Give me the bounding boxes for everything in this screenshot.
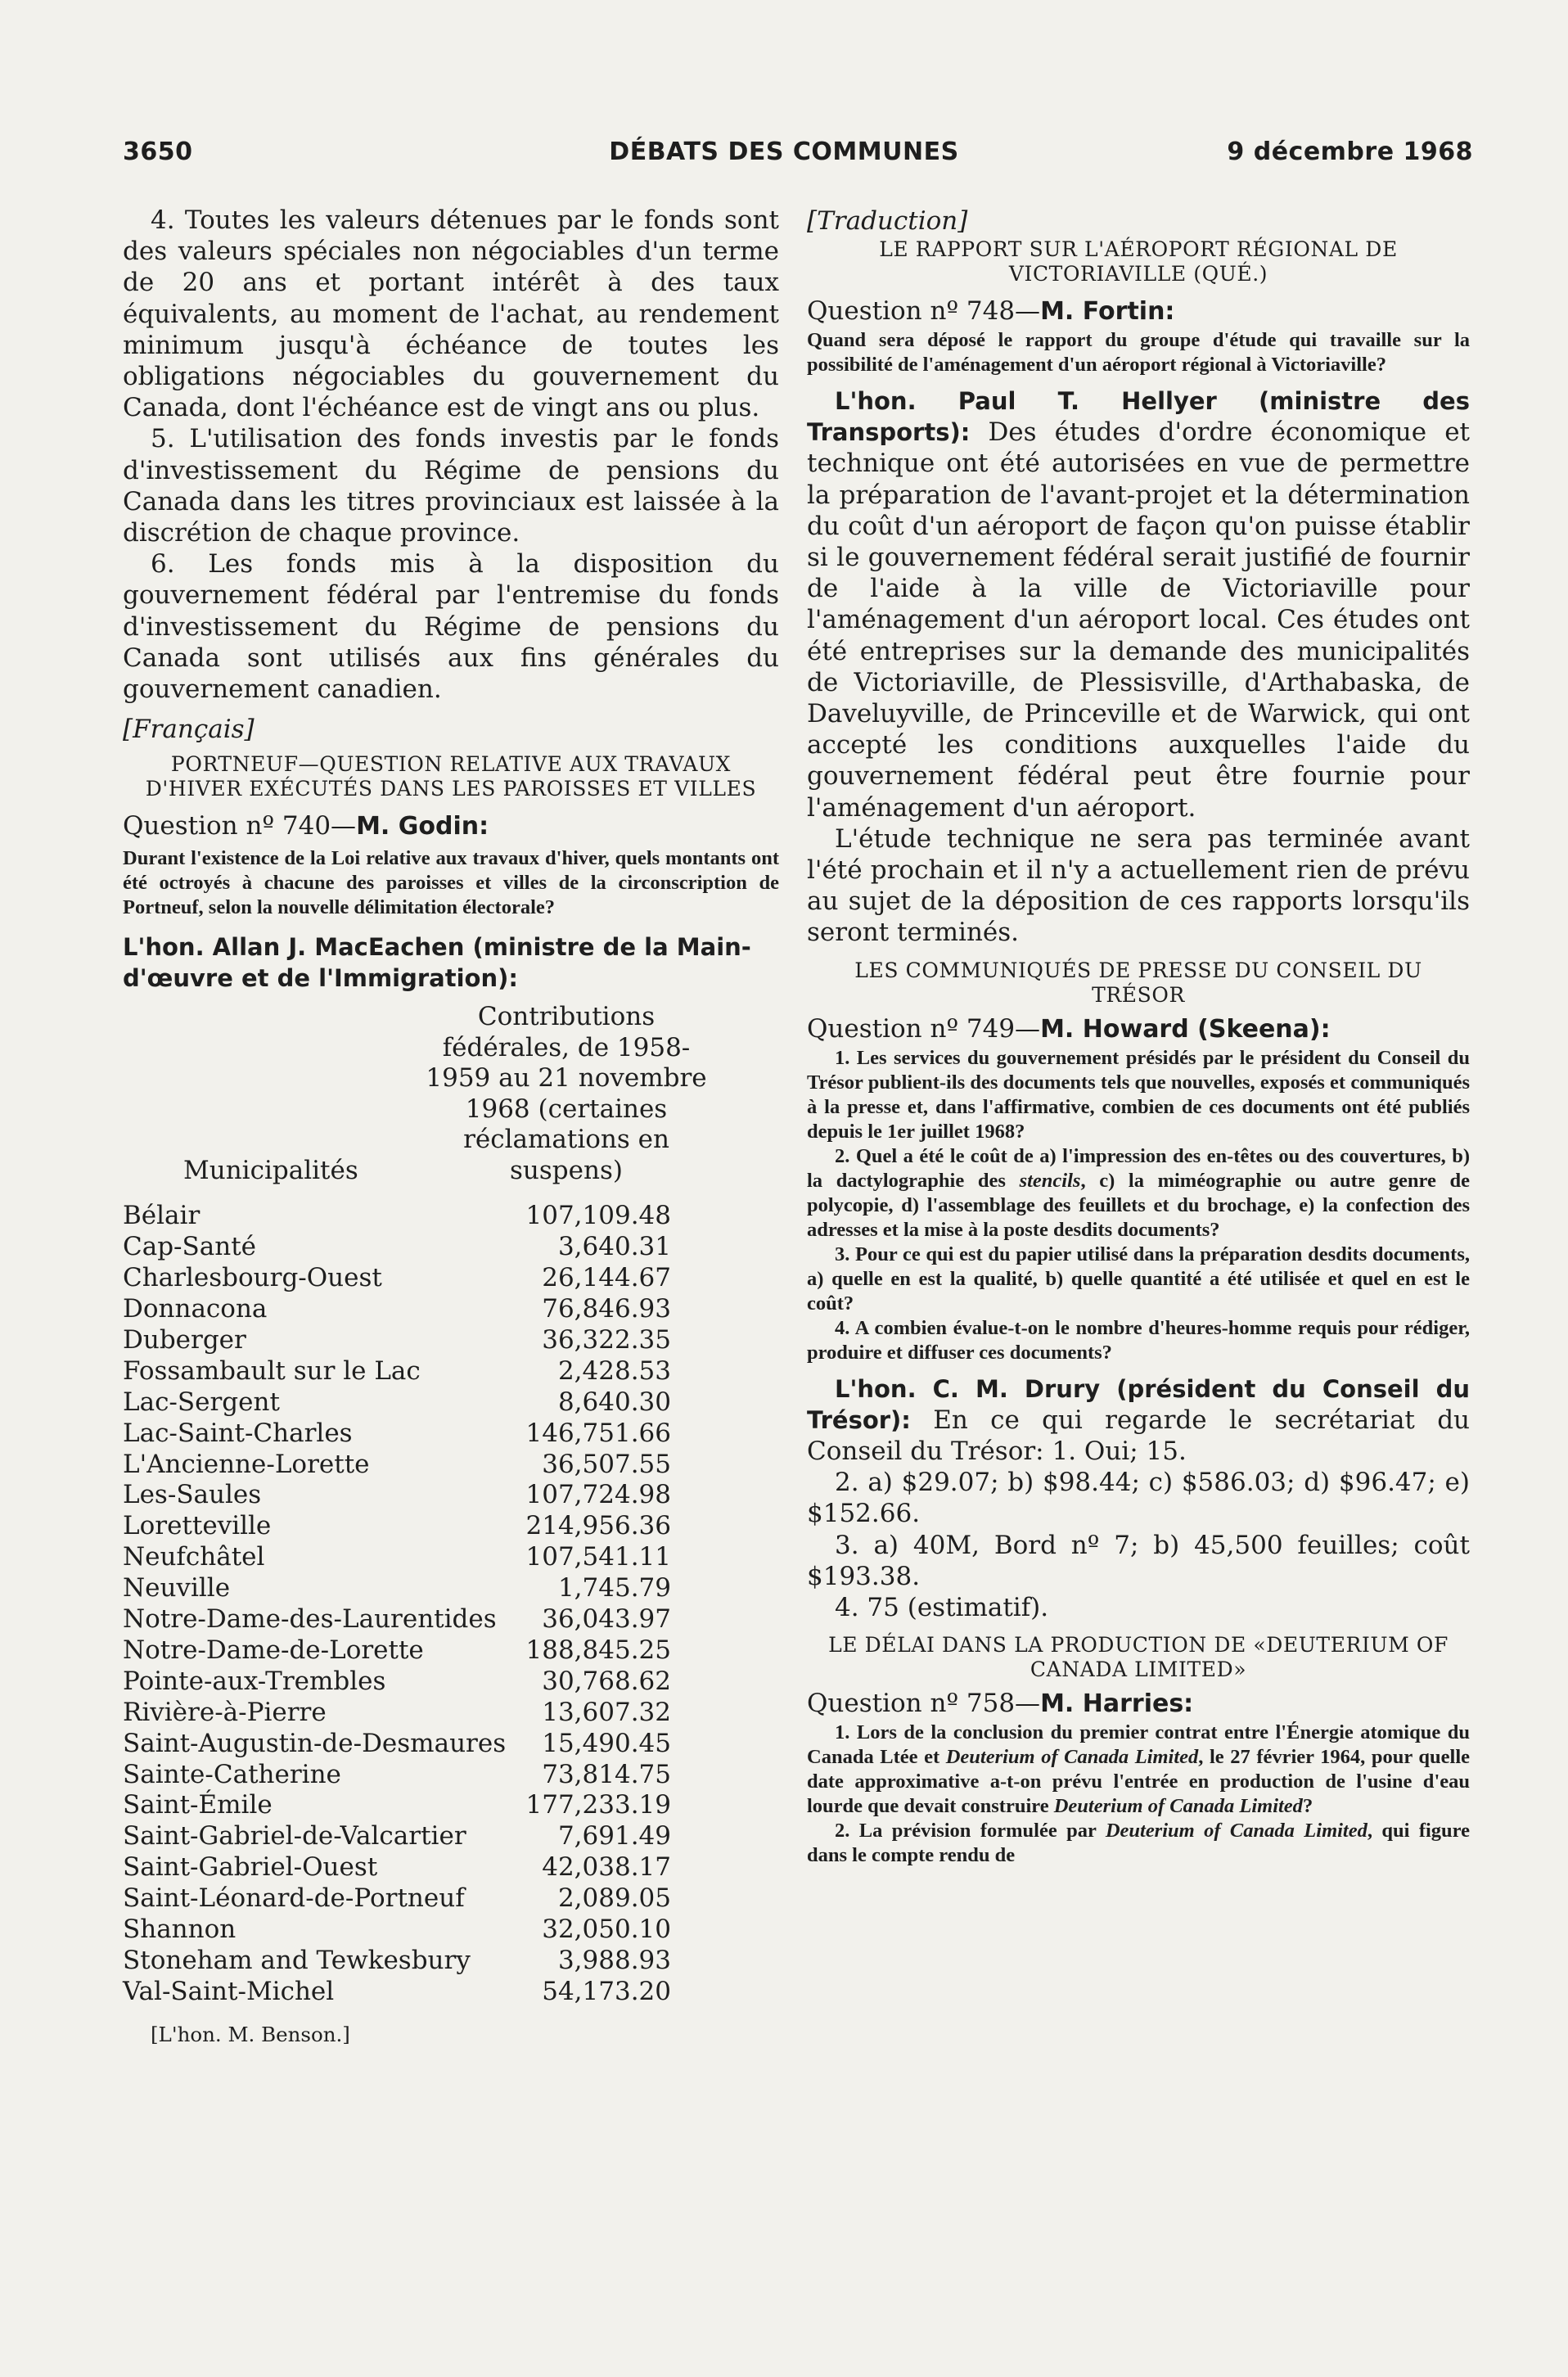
contribution-amount: 7,691.49 bbox=[557, 1821, 671, 1852]
table-row bbox=[123, 1667, 779, 1698]
footer-note: [L'hon. M. Benson.] bbox=[151, 2022, 350, 2046]
question-member: M. Godin: bbox=[356, 812, 489, 841]
question-label: Question nº 749— bbox=[807, 1013, 1041, 1044]
paragraph-4: 4. Toutes les valeurs détenues par le fonds sont des valeurs spéciales non négociables d'un terme de 20 ans et portant intérêt à des taux équivalents, au moment de l'achat, au rendement minimum jusqu'à échéance de toutes les obligations négociables du gouvernement du Canada, dont l'échéance est de vingt ans ou plus. bbox=[123, 205, 779, 423]
translation-tag: [Traduction] bbox=[807, 206, 968, 236]
question-758-p2 bbox=[807, 1819, 1470, 1868]
municipality-name: Notre-Dame-de-Lorette bbox=[123, 1635, 424, 1665]
municipality-name: Donnacona bbox=[123, 1293, 268, 1324]
table-row bbox=[123, 1294, 779, 1325]
contribution-amount: 54,173.20 bbox=[542, 1976, 671, 2006]
question-748 bbox=[807, 295, 1470, 328]
table-row bbox=[123, 1573, 779, 1604]
answer-748-continued: L'étude technique ne sera pas terminée avant l'été prochain et il n'y a actuellement rien de prévu au sujet de la déposition de ces rapports lorsqu'ils seront terminés. bbox=[807, 823, 1470, 948]
contribution-amount: 188,845.25 bbox=[525, 1635, 671, 1665]
municipality-name: Duberger bbox=[123, 1324, 246, 1355]
contribution-amount: 107,541.11 bbox=[525, 1542, 671, 1572]
text: 1. Lors de la conclusion du premier contrat entre l'Énergie atomique du Canada Ltée et bbox=[807, 1721, 1470, 1769]
table-row bbox=[123, 1698, 779, 1729]
question-label: Question nº 740— bbox=[123, 811, 357, 841]
contribution-amount: 26,144.67 bbox=[542, 1263, 671, 1293]
municipality-name: Bélair bbox=[123, 1201, 201, 1231]
paragraph-6: 6. Les fonds mis à la disposition du gouvernement fédéral par l'entremise du fonds d'investissement du Régime de pensions du Canada sont utilisés aux fins générales du gouvernement canadien. bbox=[123, 549, 779, 705]
municipality-name: Fossambault sur le Lac bbox=[123, 1355, 421, 1386]
municipality-name: Sainte-Catherine bbox=[123, 1759, 341, 1789]
italic-text: Deuterium of Canada Limited bbox=[1105, 1820, 1367, 1843]
answer-text: En ce qui regarde le secrétariat du Conseil du Trésor: 1. Oui; 15. bbox=[807, 1405, 1470, 1467]
municipality-name: Neufchâtel bbox=[123, 1542, 265, 1572]
question-748-text: Quand sera déposé le rapport du groupe d'étude qui travaille sur la possibilité de l'aménagement d'un aéroport régional à Victoriaville? bbox=[807, 329, 1470, 376]
contribution-amount: 36,507.55 bbox=[542, 1449, 671, 1479]
table-header bbox=[123, 1002, 779, 1186]
municipality-name: Rivière-à-Pierre bbox=[123, 1697, 327, 1727]
question-label: Question nº 758— bbox=[807, 1689, 1041, 1719]
table-row bbox=[123, 1450, 779, 1481]
municipality-name: Saint-Émile bbox=[123, 1790, 273, 1820]
contribution-amount: 107,109.48 bbox=[525, 1201, 671, 1231]
table-header-contributions: Contributions fédérales, de 1958-1959 au 21 novembre 1968 (certaines réclamations en suspens) bbox=[426, 1002, 707, 1185]
section-title-airport: LE RAPPORT SUR L'AÉROPORT RÉGIONAL DE VICTORIAVILLE (QUÉ.) bbox=[879, 237, 1398, 286]
table-row bbox=[123, 1915, 779, 1946]
table-row bbox=[123, 1821, 779, 1852]
page-number: 3650 bbox=[123, 138, 193, 166]
italic-text: Deuterium of Canada Limited bbox=[945, 1746, 1199, 1769]
left-column bbox=[123, 205, 779, 2046]
table-row bbox=[123, 1852, 779, 1883]
contribution-amount: 3,988.93 bbox=[557, 1946, 671, 1975]
question-749 bbox=[807, 1013, 1470, 1046]
italic-text: Deuterium of Canada Limited bbox=[1053, 1795, 1303, 1818]
municipality-name: Val-Saint-Michel bbox=[123, 1976, 335, 2006]
contribution-amount: 76,846.93 bbox=[542, 1293, 671, 1324]
table-row bbox=[123, 1511, 779, 1542]
text: , c) la miméographie ou autre genre de polycopie, d) l'assemblage des feuillets et du brochage, e) la confection des adresses et la mise à la poste desdits documents? bbox=[807, 1169, 1470, 1241]
municipality-name: Saint-Gabriel-Ouest bbox=[123, 1852, 378, 1883]
contribution-amount: 32,050.10 bbox=[542, 1915, 671, 1945]
municipality-name: Loretteville bbox=[123, 1511, 272, 1541]
table-header-municipalities: Municipalités bbox=[183, 1155, 358, 1185]
contribution-amount: 36,043.97 bbox=[542, 1604, 671, 1635]
contribution-amount: 2,089.05 bbox=[557, 1883, 671, 1914]
table-row bbox=[123, 1263, 779, 1294]
right-column bbox=[807, 205, 1470, 1868]
question-740-text: Durant l'existence de la Loi relative aux travaux d'hiver, quels montants ont été octroyés à chacune des paroisses et villes de la circonscription de Portneuf, selon la nouvelle délimitation électorale? bbox=[123, 847, 779, 919]
municipality-name: Saint-Léonard-de-Portneuf bbox=[123, 1883, 465, 1914]
text: , le 27 février 1964, pour quelle date approximative a-t-on prévu l'entrée en production de l'usine d'eau lourde que devait construire bbox=[807, 1746, 1471, 1818]
answer-text: Des études d'ordre économique et technique ont été autorisées en vue de permettre la préparation de l'avant-projet et la détermination du coût d'un aéroport de façon qu'on puisse établir si le gouvernement fédéral serait justifié de fournir de l'aide à la ville de Victoriaville pour l'aménagement d'un aéroport local. Ces études ont été entreprises sur la demande des municipalités de Victoriaville, de Plessisville, d'Arthabaska, de Daveluyville, de Princeville et de Warwick, qui ont accepté les conditions auxquelles l'aide du gouvernement fédéral peut être fournie pour l'aménagement d'un aéroport. bbox=[807, 417, 1470, 823]
contribution-amount: 42,038.17 bbox=[542, 1852, 671, 1883]
table-row bbox=[123, 1232, 779, 1263]
contribution-amount: 73,814.75 bbox=[542, 1759, 671, 1789]
journal-title: DÉBATS DES COMMUNES bbox=[609, 138, 959, 166]
question-749-p1: 1. Les services du gouvernement présidés par le président du Conseil du Trésor publient-ils des documents tels que nouvelles, exposés et communiqués à la presse et, dans l'affirmative, combien de ces documents ont été publiés depuis le 1er juillet 1968? bbox=[807, 1046, 1470, 1143]
answer-speaker: L'hon. Allan J. MacEachen (ministre de la Main-d'œuvre et de l'Immigration): bbox=[123, 933, 751, 993]
section-title-press: LES COMMUNIQUÉS DE PRESSE DU CONSEIL DU TRÉSOR bbox=[854, 958, 1422, 1007]
question-member: M. Howard (Skeena): bbox=[1040, 1014, 1331, 1044]
table-row bbox=[123, 1977, 779, 2008]
table-row bbox=[123, 1946, 779, 1977]
question-758 bbox=[807, 1687, 1470, 1721]
question-740 bbox=[123, 810, 779, 843]
question-749-p4: 4. A combien évalue-t-on le nombre d'heures-homme requis pour rédiger, produire et diffuser ces documents? bbox=[807, 1316, 1470, 1364]
answer-749-p2: 2. a) $29.07; b) $98.44; c) $586.03; d) $96.47; e) $152.66. bbox=[807, 1468, 1470, 1529]
section-title-portneuf: PORTNEUF—QUESTION RELATIVE AUX TRAVAUX D'HIVER EXÉCUTÉS DANS LES PAROISSES ET VILLES bbox=[145, 752, 757, 801]
municipality-name: L'Ancienne-Lorette bbox=[123, 1449, 370, 1479]
contribution-amount: 146,751.66 bbox=[525, 1418, 671, 1448]
municipality-name: Pointe-aux-Trembles bbox=[123, 1666, 386, 1696]
table-row bbox=[123, 1325, 779, 1356]
answer-749-p4: 4. 75 (estimatif). bbox=[835, 1593, 1049, 1623]
answer-speaker: L'hon. Paul T. Hellyer (ministre des Transports): bbox=[807, 387, 1470, 447]
municipality-name: Lac-Sergent bbox=[123, 1387, 280, 1417]
contribution-amount: 15,490.45 bbox=[542, 1728, 671, 1758]
contribution-amount: 36,322.35 bbox=[542, 1324, 671, 1355]
question-749-p3: 3. Pour ce qui est du papier utilisé dans la préparation desdits documents, a) quelle en est la qualité, b) quelle quantité a été utilisée et quel en est le coût? bbox=[807, 1243, 1470, 1315]
table-row bbox=[123, 1356, 779, 1387]
table-row bbox=[123, 1542, 779, 1573]
municipality-name: Lac-Saint-Charles bbox=[123, 1418, 353, 1448]
text: ? bbox=[1302, 1795, 1313, 1818]
municipality-name: Saint-Augustin-de-Desmaures bbox=[123, 1728, 507, 1758]
answer-749-p3: 3. a) 40M, Bord nº 7; b) 45,500 feuilles; coût $193.38. bbox=[807, 1530, 1470, 1591]
contribution-amount: 177,233.19 bbox=[525, 1790, 671, 1820]
municipality-name: Stoneham and Tewkesbury bbox=[123, 1946, 471, 1975]
municipality-name: Cap-Santé bbox=[123, 1232, 257, 1262]
municipality-name: Shannon bbox=[123, 1915, 237, 1945]
municipality-name: Notre-Dame-des-Laurentides bbox=[123, 1604, 497, 1635]
contribution-amount: 30,768.62 bbox=[542, 1666, 671, 1696]
table-row bbox=[123, 1635, 779, 1667]
contributions-table bbox=[123, 1201, 779, 2008]
table-row bbox=[123, 1729, 779, 1760]
table-row bbox=[123, 1480, 779, 1511]
contribution-amount: 107,724.98 bbox=[525, 1480, 671, 1510]
question-758-p1 bbox=[807, 1721, 1470, 1819]
municipality-name: Saint-Gabriel-de-Valcartier bbox=[123, 1821, 466, 1852]
table-row bbox=[123, 1883, 779, 1915]
contribution-amount: 2,428.53 bbox=[557, 1355, 671, 1386]
text: 2. La prévision formulée par bbox=[835, 1820, 1106, 1843]
table-row bbox=[123, 1387, 779, 1419]
paragraph-5: 5. L'utilisation des fonds investis par le fonds d'investissement du Régime de pensions du Canada dans les titres provinciaux est laissée à la discrétion de chaque province. bbox=[123, 424, 779, 548]
municipality-name: Neuville bbox=[123, 1573, 231, 1603]
contribution-amount: 13,607.32 bbox=[542, 1697, 671, 1727]
answer-speaker: L'hon. C. M. Drury (président du Conseil du Trésor): bbox=[807, 1374, 1470, 1434]
question-label: Question nº 748— bbox=[807, 296, 1041, 326]
text: , qui figure dans le compte rendu de bbox=[807, 1820, 1470, 1867]
question-member: M. Harries: bbox=[1040, 1689, 1194, 1719]
table-row bbox=[123, 1419, 779, 1450]
page-date: 9 décembre 1968 bbox=[1227, 138, 1473, 166]
answer-749 bbox=[807, 1373, 1470, 1468]
contribution-amount: 3,640.31 bbox=[557, 1232, 671, 1262]
table-row bbox=[123, 1201, 779, 1232]
contribution-amount: 8,640.30 bbox=[557, 1387, 671, 1417]
contribution-amount: 214,956.36 bbox=[525, 1511, 671, 1541]
question-member: M. Fortin: bbox=[1040, 297, 1175, 326]
language-tag: [Français] bbox=[123, 715, 255, 745]
question-749-p2 bbox=[807, 1144, 1470, 1243]
section-title-deuterium: LE DÉLAI DANS LA PRODUCTION DE «DEUTERIUM OF CANADA LIMITED» bbox=[828, 1633, 1449, 1682]
municipality-name: Les-Saules bbox=[123, 1480, 262, 1510]
answer-748 bbox=[807, 386, 1470, 823]
table-row bbox=[123, 1604, 779, 1635]
italic-text: stencils bbox=[1019, 1169, 1081, 1192]
table-row bbox=[123, 1790, 779, 1821]
table-row bbox=[123, 1760, 779, 1791]
municipality-name: Charlesbourg-Ouest bbox=[123, 1263, 382, 1293]
text: 2. Quel a été le coût de a) l'impression des en-têtes ou des couvertures, b) la dactylographie des bbox=[807, 1144, 1470, 1192]
contribution-amount: 1,745.79 bbox=[557, 1573, 671, 1603]
